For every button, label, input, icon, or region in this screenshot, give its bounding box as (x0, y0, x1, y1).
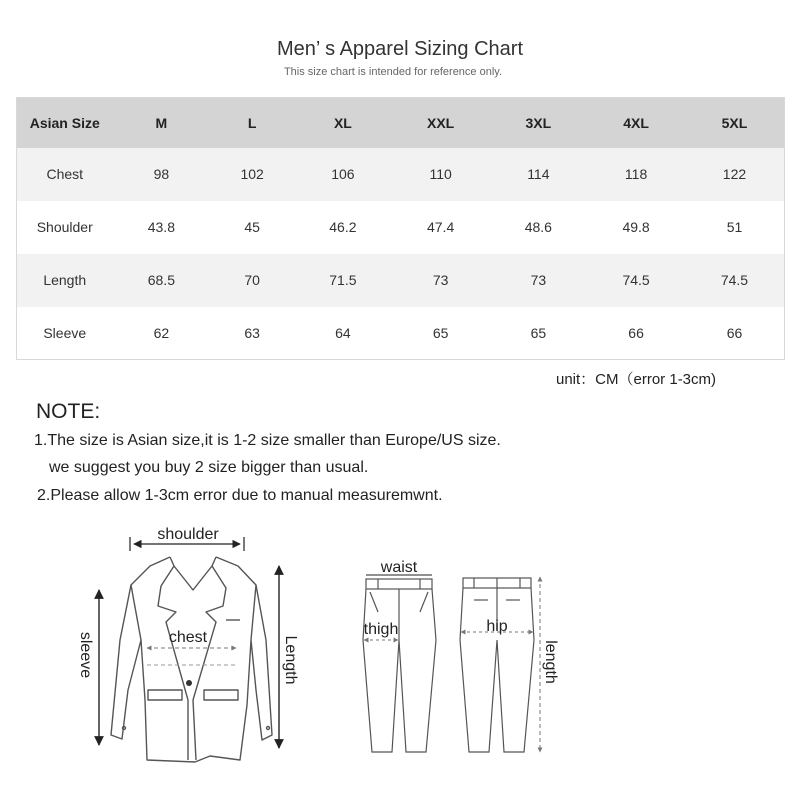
table-cell: 118 (624, 166, 648, 182)
table-cell: 114 (527, 166, 550, 182)
table-cell: 43.8 (147, 219, 175, 235)
table-cell: 46.2 (329, 219, 357, 235)
table-cell: 65 (432, 324, 449, 341)
hip-label: hip (486, 618, 508, 635)
table-cell: 47.4 (426, 219, 455, 235)
pants-back-guides (461, 577, 540, 752)
table-cell: 49.8 (622, 219, 650, 235)
table-cell: 73 (432, 272, 449, 288)
table-cell: 110 (429, 166, 452, 182)
table-cell: 102 (240, 166, 264, 182)
sleeve-label: sleeve (77, 631, 94, 679)
table-cell: 48.6 (524, 219, 552, 235)
table-cell: 62 (153, 324, 170, 341)
size-header: 4XL (623, 114, 649, 131)
note-line-2: we suggest you buy 2 size bigger than usual. (49, 459, 369, 476)
table-cell: 66 (628, 324, 644, 341)
table-cell: 71.5 (329, 272, 357, 288)
chest-label: chest (168, 629, 208, 646)
shoulder-label: shoulder (157, 526, 219, 543)
pants-front-illustration (363, 579, 436, 752)
note-line-1: 1.The size is Asian size,it is 1-2 size smaller than Europe/US size. (34, 432, 501, 449)
table-cell: 63 (244, 324, 260, 341)
pants-back-illustration (460, 578, 534, 752)
button-icon (186, 680, 192, 686)
table-cell: 51 (726, 219, 743, 235)
thigh-label: thigh (363, 621, 399, 638)
corner-cell: Asian Size (29, 114, 100, 131)
row-label: Length (43, 272, 87, 288)
size-header: 3XL (525, 114, 552, 131)
table-cell: 106 (331, 166, 355, 182)
table-cell: 74.5 (622, 272, 650, 288)
table-cell: 45 (244, 219, 260, 235)
note-line-3: 2.Please allow 1-3cm error due to manual measuremwnt. (37, 487, 443, 504)
chart-title: Men’ s Apparel Sizing Chart (276, 38, 524, 60)
table-cell: 66 (726, 324, 743, 341)
table-cell: 98 (153, 166, 170, 182)
size-header: XL (333, 114, 352, 131)
table-cell: 64 (335, 324, 351, 341)
table-cell: 74.5 (720, 272, 749, 288)
note-heading: NOTE: (36, 400, 101, 423)
table-cell: 70 (244, 272, 260, 288)
pants-length-label: length (542, 640, 559, 684)
size-header: XXL (427, 114, 455, 131)
size-header: L (247, 114, 257, 131)
table-cell: 122 (722, 166, 747, 182)
chart-subtitle: This size chart is intended for reference only. (283, 66, 503, 78)
row-label: Sleeve (43, 324, 87, 341)
size-header: M (155, 114, 168, 131)
table-cell: 68.5 (147, 272, 175, 288)
unit-note: unit：CM（error 1-3cm) (556, 371, 717, 388)
waist-label: waist (380, 559, 418, 576)
row-label: Chest (46, 166, 84, 182)
size-header: 5XL (721, 114, 748, 131)
row-label: Shoulder (36, 219, 93, 235)
jacket-length-label: Length (282, 635, 299, 685)
jacket-illustration (111, 557, 272, 762)
table-cell: 73 (530, 272, 547, 288)
table-cell: 65 (530, 324, 547, 341)
